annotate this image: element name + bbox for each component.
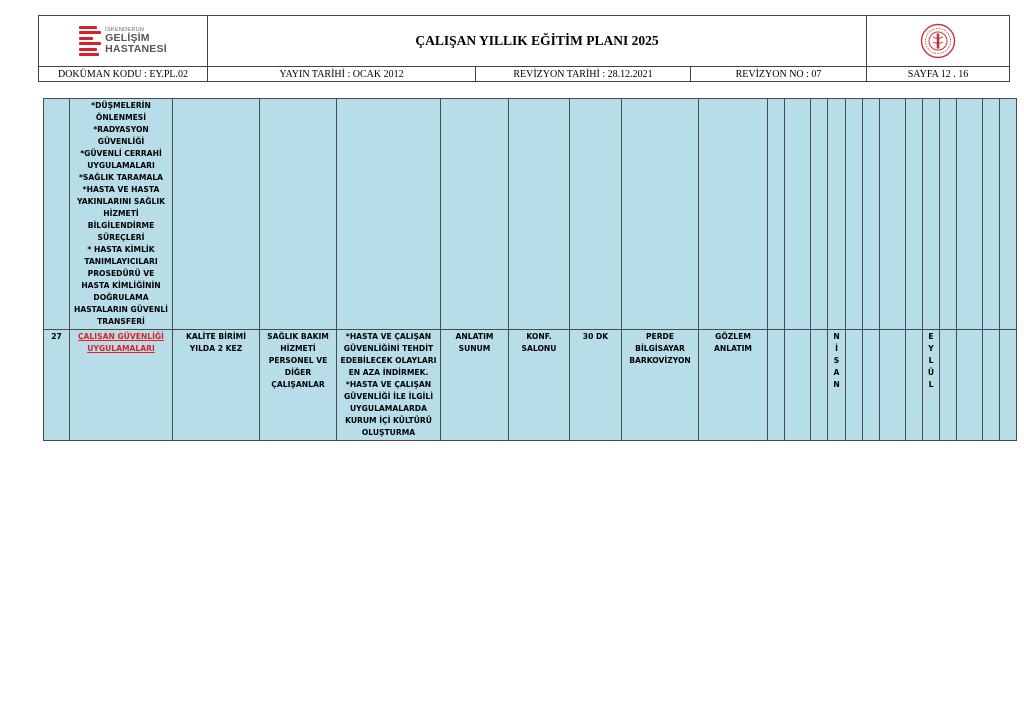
training-plan-table <box>43 98 1017 441</box>
cell-place: KONF. SALONU <box>509 330 570 441</box>
cell-month <box>846 330 863 441</box>
cell-month <box>846 99 863 330</box>
cell-month <box>828 99 846 330</box>
cell-month <box>863 99 880 330</box>
cell-month <box>906 99 923 330</box>
logo-line-1: İSKENDERUN <box>105 26 145 33</box>
cell-topic: *DÜŞMELERİN ÖNLENMESİ *RADYASYON GÜVENLİĞİ *GÜVENLİ CERRAHİ UYGULAMALARI *SAĞLIK TARAMALA *HASTA VE HASTA YAKINLARINI SAĞLIK HİZMETİ BİLGİLENDİRME SÜREÇLERİ * HASTA KİMLİK TANIMLAYICILARI PROSEDÜRÜ VE HASTA KİMLİĞİNİN DOĞRULAMA HASTALARIN GÜVENLİ TRANSFERİ <box>70 99 173 330</box>
ministry-of-health-seal-icon <box>920 23 956 59</box>
cell-month <box>940 99 957 330</box>
cell-duration <box>570 99 622 330</box>
cell-month <box>1000 330 1017 441</box>
hospital-logo <box>39 16 207 66</box>
cell-month <box>811 330 828 441</box>
seal-cell <box>867 16 1010 67</box>
table-row <box>44 330 1017 441</box>
cell-month <box>983 99 1000 330</box>
cell-month <box>957 330 983 441</box>
cell-month <box>811 99 828 330</box>
cell-tools <box>622 99 699 330</box>
cell-evaluation: GÖZLEM ANLATIM <box>699 330 768 441</box>
revision-number: REVİZYON NO : 07 <box>691 67 867 82</box>
document-title: ÇALIŞAN YILLIK EĞİTİM PLANI 2025 <box>208 16 867 67</box>
cell-month <box>1000 99 1017 330</box>
cell-month <box>863 330 880 441</box>
cell-month <box>785 99 811 330</box>
cell-month <box>768 330 785 441</box>
document-code: DOKÜMAN KODU : EY.PL.02 <box>39 67 208 82</box>
cell-evaluation <box>699 99 768 330</box>
document-header <box>38 15 1010 82</box>
logo-line-3: HASTANESİ <box>105 42 167 55</box>
cell-duration: 30 DK <box>570 330 622 441</box>
cell-no <box>44 99 70 330</box>
cell-month <box>880 99 906 330</box>
cell-month-eylul: E Y L Ü L <box>923 330 940 441</box>
cell-aim <box>337 99 441 330</box>
table-row <box>44 99 1017 330</box>
cell-month <box>785 330 811 441</box>
cell-place <box>509 99 570 330</box>
cell-responsible <box>173 99 260 330</box>
cell-tools: PERDE BİLGİSAYAR BARKOVİZYON <box>622 330 699 441</box>
cell-month <box>983 330 1000 441</box>
cell-month <box>768 99 785 330</box>
cell-month <box>940 330 957 441</box>
logo-line-2: GELİŞİM <box>105 32 150 45</box>
cell-audience <box>260 99 337 330</box>
cell-audience: SAĞLIK BAKIM HİZMETİ PERSONEL VE DİĞER ÇALIŞANLAR <box>260 330 337 441</box>
cell-responsible: KALİTE BİRİMİ YILDA 2 KEZ <box>173 330 260 441</box>
cell-month-nisan: N İ S A N <box>828 330 846 441</box>
cell-month <box>923 99 940 330</box>
cell-month <box>880 330 906 441</box>
cell-no: 27 <box>44 330 70 441</box>
cell-method <box>441 99 509 330</box>
publication-date: YAYIN TARİHİ : OCAK 2012 <box>208 67 476 82</box>
cell-topic: ÇALIŞAN GÜVENLİĞİ UYGULAMALARI <box>70 330 173 441</box>
logo-cell <box>39 16 208 67</box>
cell-month <box>906 330 923 441</box>
revision-date: REVİZYON TARİHİ : 28.12.2021 <box>476 67 691 82</box>
logo-mark-icon <box>79 26 101 56</box>
page-number: SAYFA 12 . 16 <box>867 67 1010 82</box>
cell-aim: *HASTA VE ÇALIŞAN GÜVENLİĞİNİ TEHDİT EDEBİLECEK OLAYLARI EN AZA İNDİRMEK. *HASTA VE ÇALIŞAN GÜVENLİĞİ İLE İLGİLİ UYGULAMALARDA KURUM İÇİ KÜLTÜRÜ OLUŞTURMA <box>337 330 441 441</box>
cell-month <box>957 99 983 330</box>
cell-method: ANLATIM SUNUM <box>441 330 509 441</box>
